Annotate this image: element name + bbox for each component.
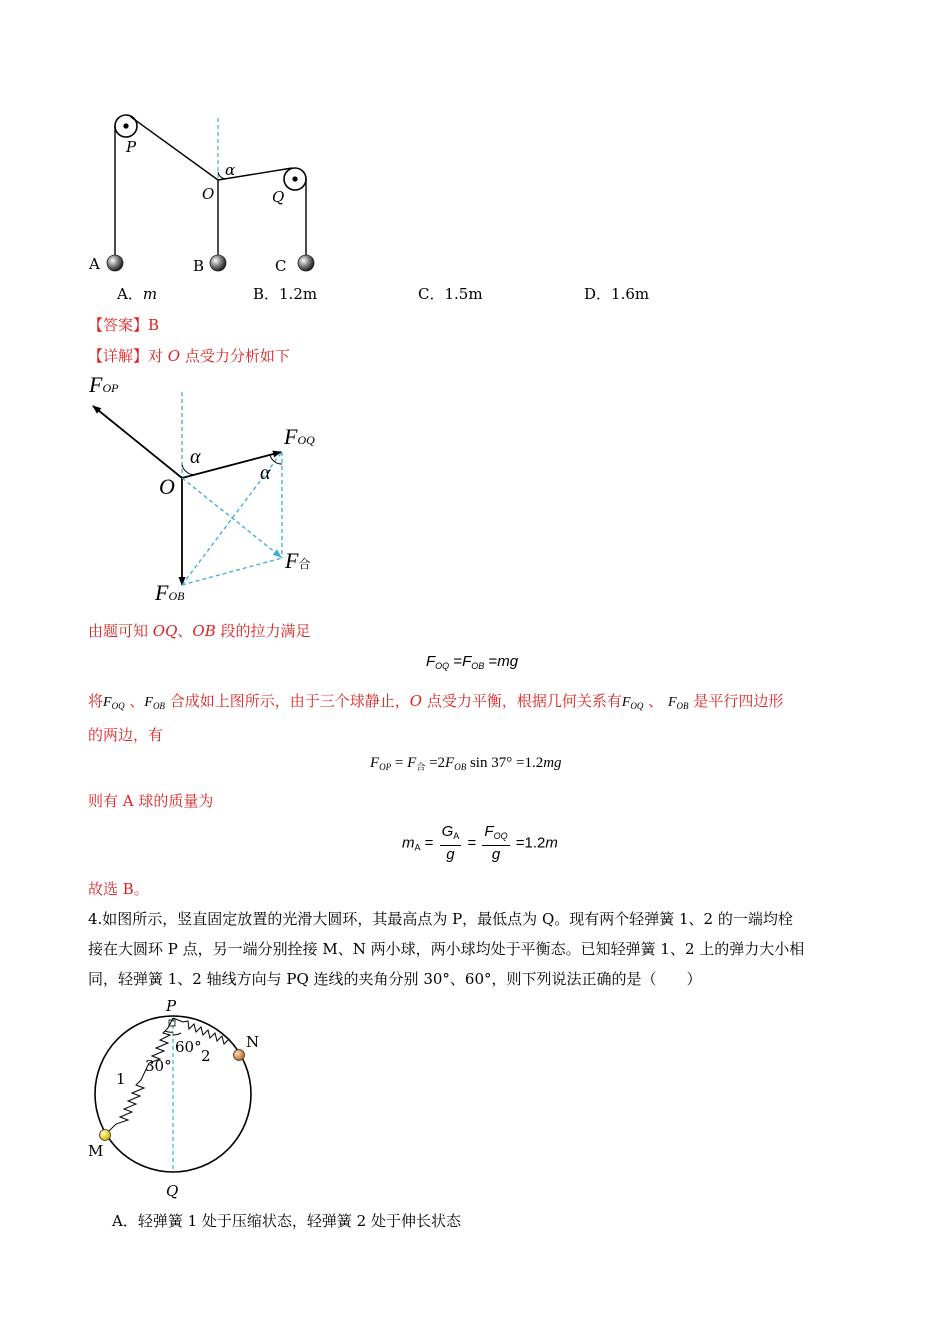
compose-line-2: 的两边，有 [88,726,164,744]
fig1-label-c: C [275,257,287,275]
formula-2: $F_{OP} = F_合 =2F_{OB}$ sin 37° =1.2mg [370,755,562,772]
fig1-label-a: A [89,255,100,273]
condition-line: 由题可知 OQ、OB 段的拉力满足 [88,622,311,640]
mass-line: 则有 A 球的质量为 [88,792,214,810]
ball-m-icon [100,1130,111,1141]
force-label-alpha2: α [260,462,271,484]
fig1-label-q: Q [272,188,285,206]
ring-label-q: Q [166,1182,179,1200]
ring-label-n: N [246,1033,260,1051]
fig1-label-p: P [126,138,137,156]
ring-figure [85,995,285,1205]
ball-n-icon [234,1050,245,1061]
force-label-alpha1: α [190,446,201,468]
ball-a-icon [107,255,123,271]
ring-label-60: 60° [175,1038,202,1056]
force-label-o: O [159,474,175,499]
ball-b-icon [210,255,226,271]
ball-c-icon [298,255,314,271]
detail-line: 【详解】对 O 点受力分析如下 [88,347,290,365]
compose-line-1: 将$F_{OQ}$ 、$F_{OB}$ 合成如上图所示，由于三个球静止，O 点受力平衡，根据几何关系有$F_{OQ}$ 、 $F_{OB}$ 是平行四边形 [88,692,784,711]
force-label-fop: FOP [89,372,119,397]
formula-3: $m_A$ = $\frac{G_A}{g}$ = $\frac{F_{OQ}}{g}$ =1.2m [402,823,558,863]
ring-label-2: 2 [201,1047,211,1065]
option-a: A．m [117,285,158,303]
option-d: D．1.6m [584,285,650,303]
formula-1: $F_{OQ} =F_{OB} =mg$ [426,653,519,671]
q4-line-3: 同，轻弹簧 1、2 轴线方向与 PQ 连线的夹角分别 30°、60°，则下列说法正确的是（ ） [88,970,702,988]
q4-option-a: A．轻弹簧 1 处于压缩状态，轻弹簧 2 处于伸长状态 [112,1212,461,1230]
q4-line-2: 接在大圆环 P 点，另一端分别拴接 M、N 两小球，两小球均处于平衡态。已知轻弹簧 1、2 上的弹力大小相 [88,940,805,958]
fig1-label-o: O [202,185,215,203]
conclusion-line: 故选 B。 [88,880,149,898]
q4-line-1: 4.如图所示，竖直固定放置的光滑大圆环，其最高点为 P，最低点为 Q。现有两个轻弹簧 1、2 的一端均栓 [88,910,793,928]
option-b: B．1.2m [253,285,318,303]
ring-label-30: 30° [145,1057,172,1075]
force-diagram [85,370,345,615]
option-c: C．1.5m [418,285,483,303]
force-label-foq: FOQ [284,424,315,449]
ring-label-p: P [166,997,177,1015]
fig1-label-alpha: α [225,161,236,179]
fig1-label-b: B [193,257,205,275]
force-label-fob: FOB [155,580,185,605]
ring-label-m: M [88,1142,104,1160]
force-label-fhe: F合 [285,548,311,573]
ring-label-1: 1 [116,1070,126,1088]
answer-line: 【答案】B [88,316,160,334]
